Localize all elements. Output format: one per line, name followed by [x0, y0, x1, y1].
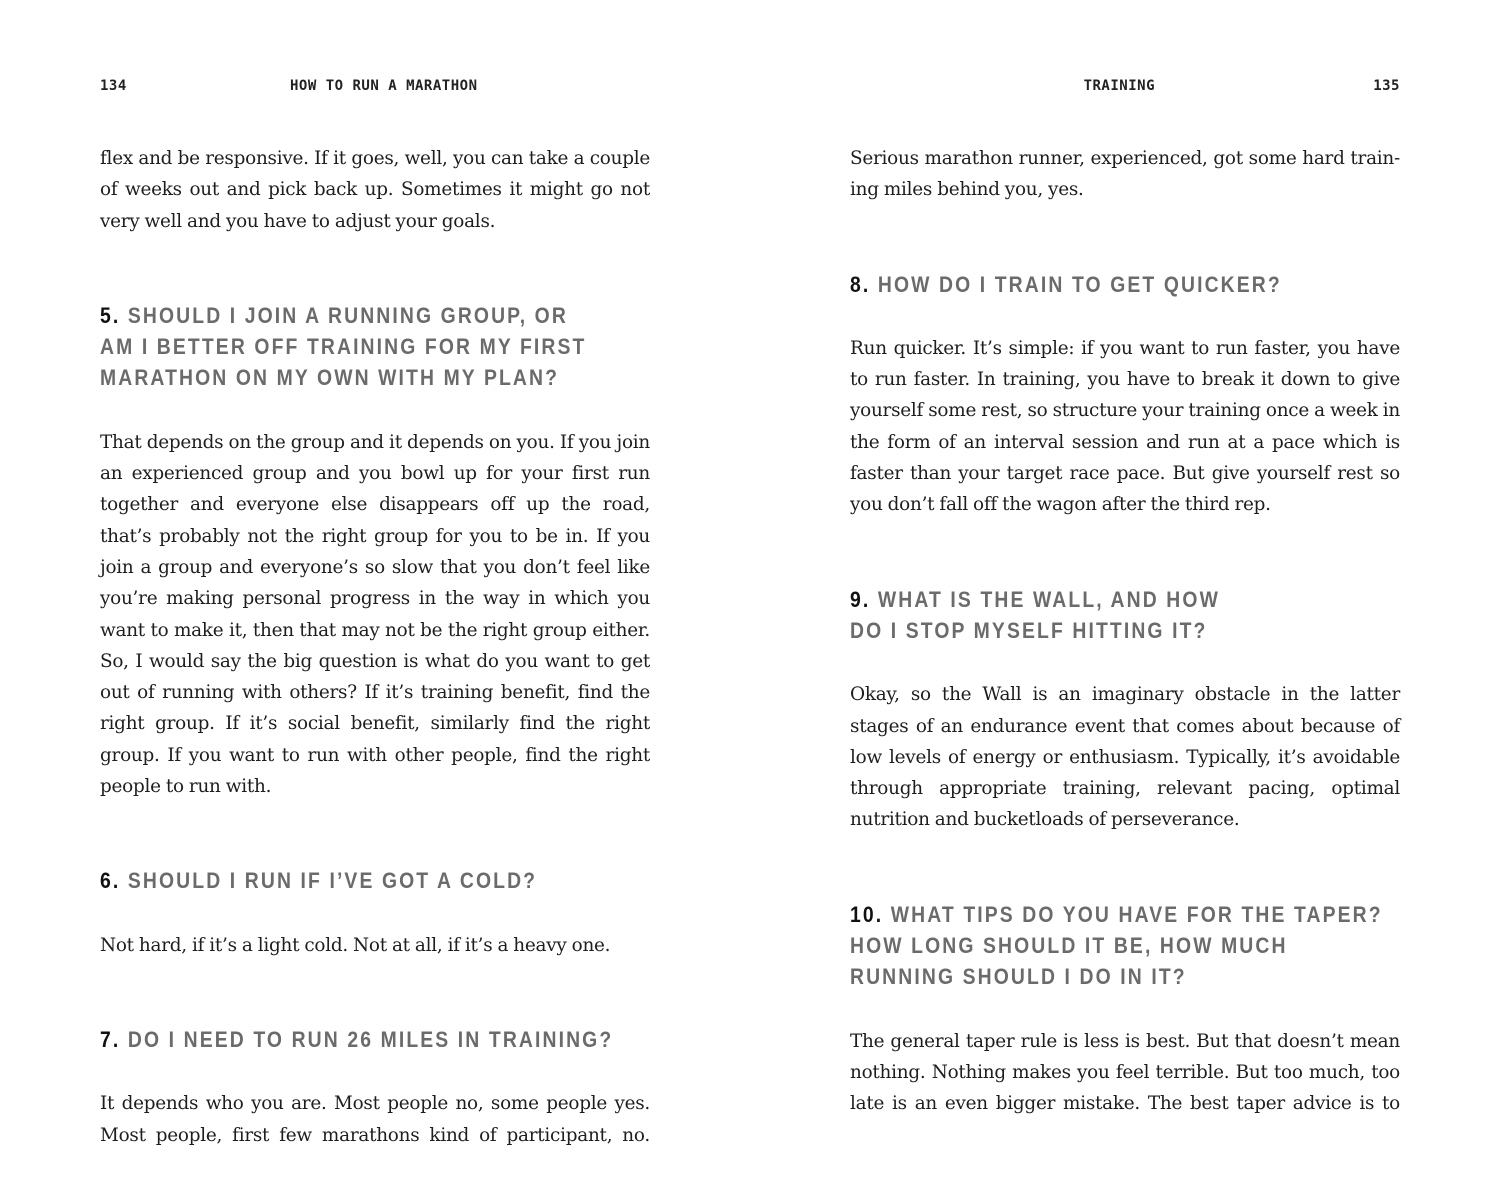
question-number: 6.: [100, 868, 121, 894]
question-number: 7.: [100, 1026, 121, 1052]
intro-paragraph: Serious marathon runner, experienced, got some hard train-ing miles behind you, yes.: [850, 148, 1400, 201]
answer-paragraph: That depends on the group and it depends on you. If you join an experienced group and you bowl up for your first run together and everyone else disappears off up the road, that’s probably not the right group for you to be in. If you join a group and everyone’s so slow that you don’t feel like you’re making personal progress in the way in which you want to make it, then that may not be the right group either. So, I would say the big question is what do you want to get out of running with others? If it’s training benefit, find the right group. If it’s social benefit, similarly find the right group. If you want to run with other people, find the right people to run with.: [100, 431, 650, 798]
question-text-line: SHOULD I JOIN A RUNNING GROUP, OR: [127, 302, 568, 328]
question-number: 5.: [100, 302, 121, 328]
answer-paragraph: It depends who you are. Most people no, some people yes. Most people, first few marathons kind of participant, no.: [100, 1093, 650, 1146]
left-page-content: [100, 143, 650, 1151]
left-page: [100, 0, 650, 1200]
answer-paragraph: Not hard, if it’s a light cold. Not at all, if it’s a heavy one.: [100, 934, 611, 956]
book-title: HOW TO RUN A MARATHON: [290, 78, 478, 94]
question-7-heading: [100, 1024, 646, 1055]
page-number: 134: [100, 78, 127, 94]
right-running-head: [850, 78, 1400, 98]
left-running-head: [100, 78, 650, 98]
question-text-line: WHAT IS THE WALL, AND HOW: [877, 586, 1220, 612]
question-text-line: SHOULD I RUN IF I’VE GOT A COLD?: [127, 868, 538, 894]
question-text-line: RUNNING SHOULD I DO IN IT?: [850, 964, 1187, 990]
right-page: [850, 0, 1400, 1200]
answer-paragraph: Run quicker. It’s simple: if you want to run faster, you have to run faster. In training, you have to break it down to give yourself some rest, so structure your training once a week in the form of an interval session and run at a pace which is faster than your target race pace. But give yourself rest so you don’t fall off the wagon after the third rep.: [850, 337, 1400, 516]
question-number: 8.: [850, 271, 871, 297]
answer-paragraph: Okay, so the Wall is an imaginary obstacle in the latter stages of an endurance event that comes about because of low levels of energy or enthusiasm. Typically, it’s avoidable through appropriate training, relevant pacing, optimal nutrition and bucketloads of perseverance.: [850, 684, 1400, 831]
question-text-line: HOW DO I TRAIN TO GET QUICKER?: [877, 271, 1282, 297]
question-text-line: HOW LONG SHOULD IT BE, HOW MUCH: [850, 933, 1288, 959]
question-text-line: MARATHON ON MY OWN WITH MY PLAN?: [100, 365, 560, 391]
question-number: 10.: [850, 901, 884, 927]
answer-paragraph: The general taper rule is less is best. But that doesn’t mean nothing. Nothing makes you feel terrible. But too much, too late is an even bigger mistake. The best taper advice is to: [850, 1030, 1400, 1115]
question-9-heading: [850, 584, 1396, 647]
question-5-heading: [100, 300, 646, 394]
page-number: 135: [1373, 78, 1400, 94]
question-text-line: WHAT TIPS DO YOU HAVE FOR THE TAPER?: [890, 901, 1383, 927]
right-page-content: [850, 143, 1400, 1120]
intro-paragraph: flex and be responsive. If it goes, well, you can take a couple of weeks out and pick back up. Sometimes it might go not very well and you have to adjust your goals.: [100, 148, 650, 232]
question-text-line: DO I NEED TO RUN 26 MILES IN TRAINING?: [127, 1026, 614, 1052]
question-8-heading: [850, 269, 1396, 300]
question-6-heading: [100, 865, 646, 896]
chapter-title: TRAINING: [1083, 78, 1155, 94]
question-number: 9.: [850, 586, 871, 612]
question-10-heading: [850, 899, 1396, 993]
question-text-line: DO I STOP MYSELF HITTING IT?: [850, 617, 1208, 643]
question-text-line: AM I BETTER OFF TRAINING FOR MY FIRST: [100, 334, 587, 360]
